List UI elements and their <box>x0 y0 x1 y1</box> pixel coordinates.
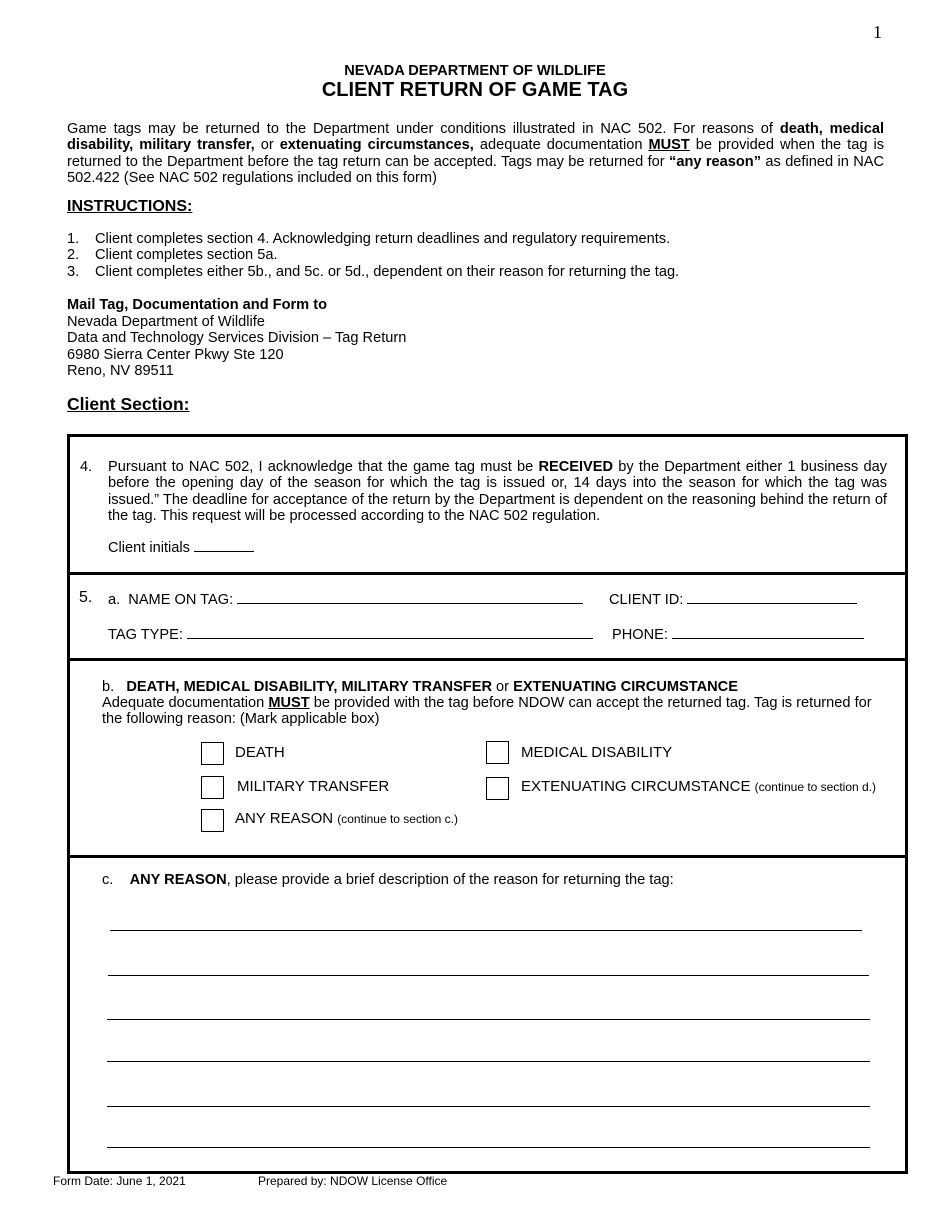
form-date: Form Date: June 1, 2021 <box>53 1174 186 1188</box>
agency-name: NEVADA DEPARTMENT OF WILDLIFE <box>344 63 606 79</box>
instructions-heading: INSTRUCTIONS: <box>67 198 193 215</box>
client-section-heading: Client Section: <box>67 394 190 414</box>
name-on-tag-field[interactable]: a. NAME ON TAG: <box>108 591 583 608</box>
reason-line-1[interactable] <box>110 930 862 931</box>
intro-paragraph: Game tags may be returned to the Department under conditions illustrated in NAC 502. For reasons of death, medical disability, military transfer, or extenuating circumstances, adequate documentation MUST be provided when the tag is returned to the Department before the tag return can be accepted. Tags may be returned for “any reason” as defined in NAC 502.422 (See NAC 502 regulations included on this form) <box>67 121 885 187</box>
medical-disability-checkbox[interactable] <box>486 741 509 764</box>
death-label: DEATH <box>235 744 285 761</box>
list-item: 2. Client completes section 5a. <box>67 247 278 264</box>
military-transfer-label: MILITARY TRANSFER <box>237 778 390 795</box>
tag-type-field[interactable]: TAG TYPE: <box>108 626 593 643</box>
page-number: 1 <box>873 22 882 42</box>
reason-line-4[interactable] <box>107 1061 870 1062</box>
any-reason-checkbox[interactable] <box>201 809 224 832</box>
reason-line-5[interactable] <box>107 1106 870 1107</box>
instructions-list <box>67 231 679 280</box>
extenuating-circumstance-label: EXTENUATING CIRCUMSTANCE (continue to section d.) <box>521 778 877 795</box>
mailing-address: Mail Tag, Documentation and Form to Nevada Department of Wildlife Data and Technology Services Division – Tag Return 6980 Sierra Center Pkwy Ste 120 Reno, NV 89511 <box>67 297 407 379</box>
section-5-number: 5. <box>79 589 93 606</box>
divider <box>70 572 905 575</box>
divider <box>70 855 905 858</box>
extenuating-circumstance-checkbox[interactable] <box>486 777 509 800</box>
phone-field[interactable]: PHONE: <box>612 626 864 643</box>
section-5b-text: Adequate documentation MUST be provided with the tag before NDOW can accept the returned tag. Tag is returned for the following reason: (Mark applicable box) <box>102 695 872 728</box>
client-section-box <box>67 434 908 1174</box>
reason-line-3[interactable] <box>107 1019 870 1020</box>
medical-disability-label: MEDICAL DISABILITY <box>521 744 673 761</box>
section-5b-heading: b. DEATH, MEDICAL DISABILITY, MILITARY TRANSFER or EXTENUATING CIRCUMSTANCE <box>102 679 738 695</box>
any-reason-label: ANY REASON (continue to section c.) <box>235 810 458 827</box>
list-item: 1. Client completes section 4. Acknowledging return deadlines and regulatory requirements. <box>67 231 671 247</box>
military-transfer-checkbox[interactable] <box>201 776 224 799</box>
section-4-number: 4. <box>80 459 93 475</box>
death-checkbox[interactable] <box>201 742 224 765</box>
section-5c-heading: c. ANY REASON, please provide a brief description of the reason for returning the tag: <box>102 872 674 888</box>
section-4-text: Pursuant to NAC 502, I acknowledge that the game tag must be RECEIVED by the Department either 1 business day before the opening day of the season for which the tag is issued or, 14 days into the season for which the tag was issued.” The deadline for acceptance of the return by the Department is dependent on the reasoning behind the return of the tag. This request will be processed according to the NAC 502 regulation. <box>108 459 887 525</box>
client-id-field[interactable]: CLIENT ID: <box>609 591 857 608</box>
reason-line-2[interactable] <box>108 975 869 976</box>
divider <box>70 658 905 661</box>
reason-line-6[interactable] <box>107 1147 870 1148</box>
form-title: CLIENT RETURN OF GAME TAG <box>321 79 629 101</box>
prepared-by: Prepared by: NDOW License Office <box>258 1174 448 1188</box>
list-item: 3. Client completes either 5b., and 5c. or 5d., dependent on their reason for returning the tag. <box>67 263 680 280</box>
client-initials-field[interactable]: Client initials <box>108 539 254 556</box>
